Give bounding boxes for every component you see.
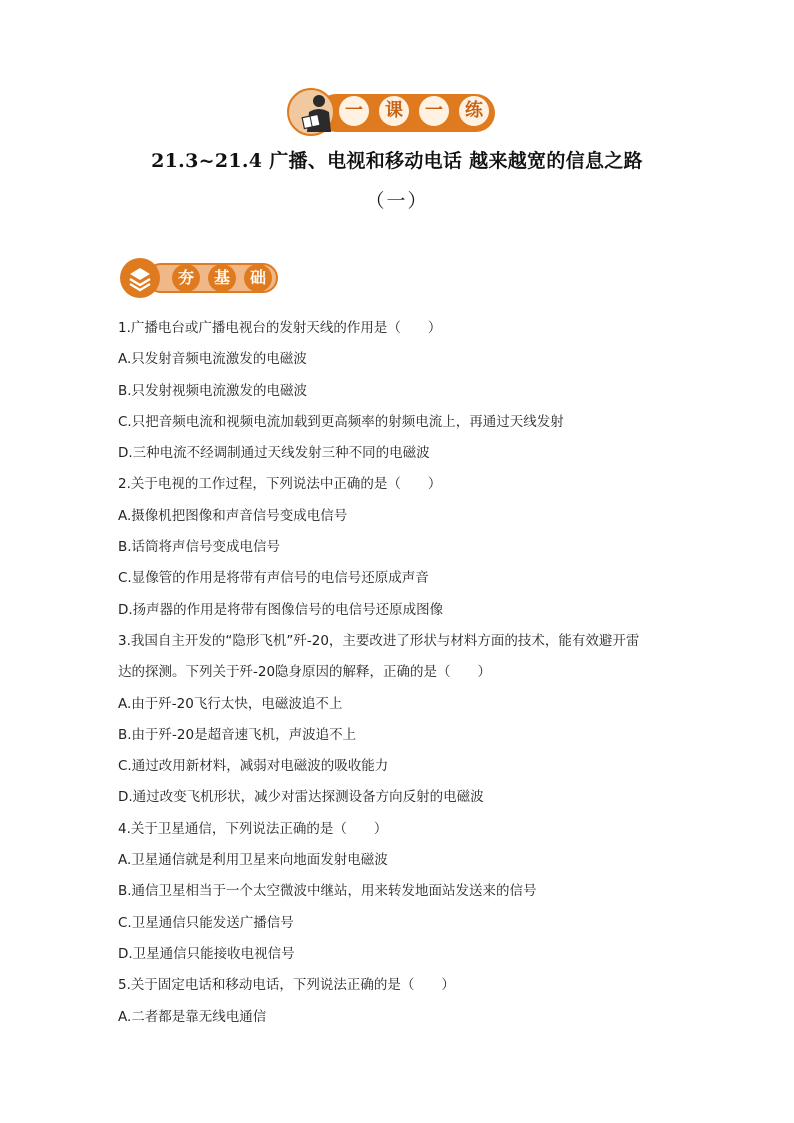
option: A.摄像机把图像和声音信号变成电信号 [118, 507, 348, 524]
page-title: 21.3~21.4 广播、电视和移动电话 越来越宽的信息之路 [151, 150, 643, 172]
option: B.通信卫星相当于一个太空微波中继站，用来转发地面站发送来的信号 [118, 883, 537, 900]
option: C.只把音频电流和视频电流加载到更高频率的射频电流上，再通过天线发射 [118, 413, 564, 430]
badge-char-1: 一 [339, 96, 369, 126]
question-stem: 4.关于卫星通信，下列说法正确的是（ ） [118, 820, 388, 837]
option: B.由于歼-20是超音速飞机，声波追不上 [118, 726, 357, 743]
question-stem: 3.我国自主开发的“隐形飞机”歼-20，主要改进了形状与材料方面的技术，能有效避开雷 [118, 632, 640, 649]
section-char-2: 基 [208, 264, 236, 292]
layers-icon [126, 264, 154, 292]
section-char-3: 础 [244, 264, 272, 292]
reading-person-icon [297, 92, 337, 136]
question-list [118, 313, 678, 1033]
option: D.三种电流不经调制通过天线发射三种不同的电磁波 [118, 445, 430, 462]
option: D.扬声器的作用是将带有图像信号的电信号还原成图像 [118, 601, 444, 618]
section-char-1: 夯 [172, 264, 200, 292]
option: A.只发射音频电流激发的电磁波 [118, 351, 307, 368]
option: C.卫星通信只能发送广播信号 [118, 914, 294, 931]
option: A.二者都是靠无线电通信 [118, 1008, 267, 1025]
question-stem: 1.广播电台或广播电视台的发射天线的作用是（ ） [118, 320, 442, 336]
question-stem: 2.关于电视的工作过程，下列说法中正确的是（ ） [118, 476, 442, 493]
option: C.通过改用新材料，减弱对电磁波的吸收能力 [118, 758, 389, 775]
badge-char-4: 练 [459, 96, 489, 126]
option: B.只发射视频电流激发的电磁波 [118, 382, 308, 399]
badge-char-3: 一 [419, 96, 449, 126]
option: D.通过改变飞机形状，减少对雷达探测设备方向反射的电磁波 [118, 789, 484, 806]
question-stem-continued: 达的探测。下列关于歼-20隐身原因的解释，正确的是（ ） [118, 664, 492, 681]
page-subtitle: （一） [365, 190, 429, 212]
option: A.卫星通信就是利用卫星来向地面发射电磁波 [118, 852, 388, 869]
option: A.由于歼-20飞行太快，电磁波追不上 [118, 695, 343, 712]
option: C.显像管的作用是将带有声信号的电信号还原成声音 [118, 570, 429, 587]
section-badge [120, 258, 280, 298]
option: D.卫星通信只能接收电视信号 [118, 945, 295, 962]
option: B.话筒将声信号变成电信号 [118, 539, 281, 556]
lesson-badge [287, 88, 497, 136]
badge-char-2: 课 [379, 96, 409, 126]
question-stem: 5.关于固定电话和移动电话，下列说法正确的是（ ） [118, 977, 455, 994]
